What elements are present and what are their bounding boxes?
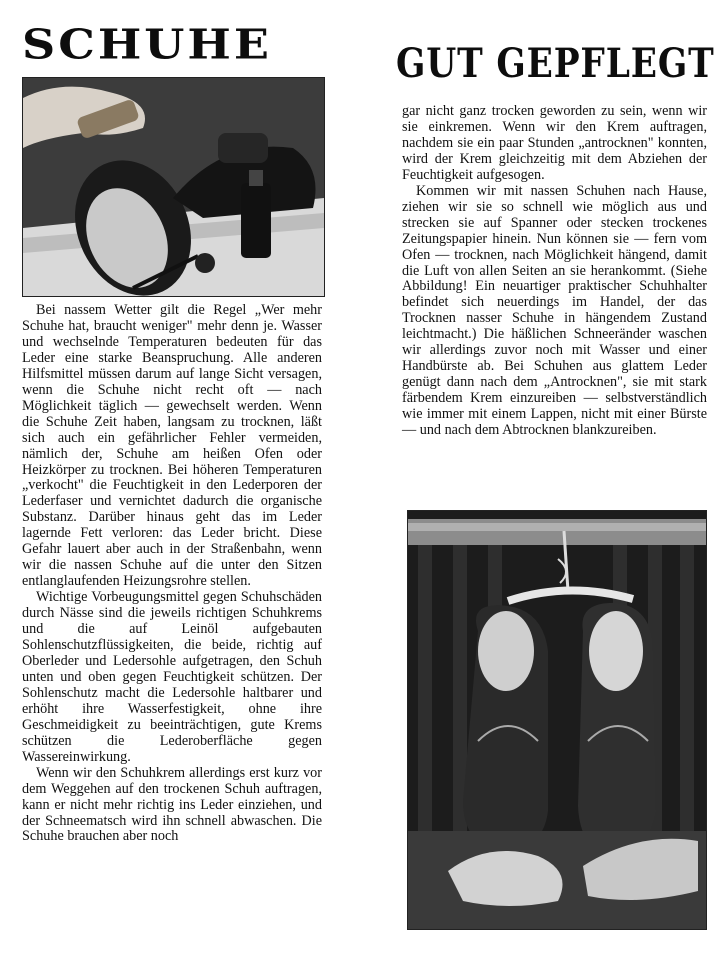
headline-left: SCHUHE <box>22 20 272 69</box>
headline-right: GUT GEPFLEGT <box>396 40 715 87</box>
shoes-on-shoe-stretchers-photo <box>407 510 707 930</box>
paragraph: Bei nassem Wetter gilt die Regel „Wer mehr Schuhe hat, braucht weniger" mehr denn je. Wasser und wechselnde Temperaturen bedeuten für das Leder eine starke Beanspruchung. Alle anderen Hilfsmittel müssen darum auf lange Sicht versagen, wenn die Schuhe nicht recht oft — nach Möglichkeit täglich — gewechselt werden. Wenn die Schuhe Zeit haben, langsam zu trocknen, läßt sich auch ein gefährlicher Fehler vermeiden, nämlich der, Schuhe am heißen Ofen oder Heizkörper zu trocknen. Bei höheren Temperaturen „verkocht" die Feuchtigkeit in den Lederporen der Lederfaser und vernichtet dadurch die organische Substanz. Darüber hinaus geht das im Leder lagernde Fett verloren: das Leder bricht. Diese Gefahr lauert aber auch in der Straßenbahn, wenn wir die nassen Schuhe auf die unter den Sitzen entlanglaufenden Heizungsrohre stellen. <box>22 302 322 590</box>
paragraph: Wichtige Vorbeugungsmittel gegen Schuhschäden durch Nässe sind die jeweils richtigen Schuhkrems und die auf Leinöl aufgebauten Sohlenschutzflüssigkeiten, die beide, richtig auf Oberleder und Ledersohle aufgetragen, den Schuh unten und oben gegen Feuchtigkeit schützen. Der Sohlenschutz macht die Ledersohle haltbarer und erhöht ihre Wasserfestigkeit, ohne ihre Geschmeidigkeit zu beeinträchtigen, gute Krems schützen die Lederoberfläche gegen Wassereinwirkung. <box>22 589 322 765</box>
shoe-polishing-photo <box>22 77 325 297</box>
paragraph: Kommen wir mit nassen Schuhen nach Hause, ziehen wir sie so schnell wie möglich aus und strecken sie auf Spanner oder stecken trockenes Zeitungspapier hinein. Nun können sie — fern vom Ofen — trocknen, nach Möglichkeit hängend, damit die Luft von allen Seiten an sie herankommt. (Siehe Abbildung! Ein neuartiger praktischer Schuhhalter befindet sich neuerdings im Handel, der das Trocknen nasser Schuhe in hängendem Zustand leichtmacht.) Die häßlichen Schneeränder waschen wir allerdings zuvor noch mit Wasser und einer Handbürste ab. Bei Schuhen aus glattem Leder genügt dann nach dem „Antrocknen", sie mit stark färbendem Krem einzureiben — selbstverständlich wie immer mit einem Lappen, nicht mit einer Bürste — und nach dem Abtrocknen blankzureiben. <box>402 182 707 439</box>
paragraph: gar nicht ganz trocken geworden zu sein, wenn wir sie einkremen. Wenn wir den Krem auftragen, nachdem sie ein paar Stunden „antrocknen" konnten, wird der Krem gleichzeitig mit dem Abziehen der Feuchtigkeit aufgesogen. <box>402 103 707 183</box>
article-column-left <box>22 303 322 845</box>
hanging-shoes-illustration <box>408 511 706 929</box>
shoe-polishing-illustration <box>23 78 324 296</box>
paragraph: Wenn wir den Schuhkrem allerdings erst kurz vor dem Weggehen auf den trockenen Schuh auftragen, kann er nicht mehr richtig ins Leder einziehen, und der Schneematsch wird ihn schnell abwaschen. Die Schuhe brauchen aber noch <box>22 764 322 845</box>
article-column-right <box>402 104 707 439</box>
